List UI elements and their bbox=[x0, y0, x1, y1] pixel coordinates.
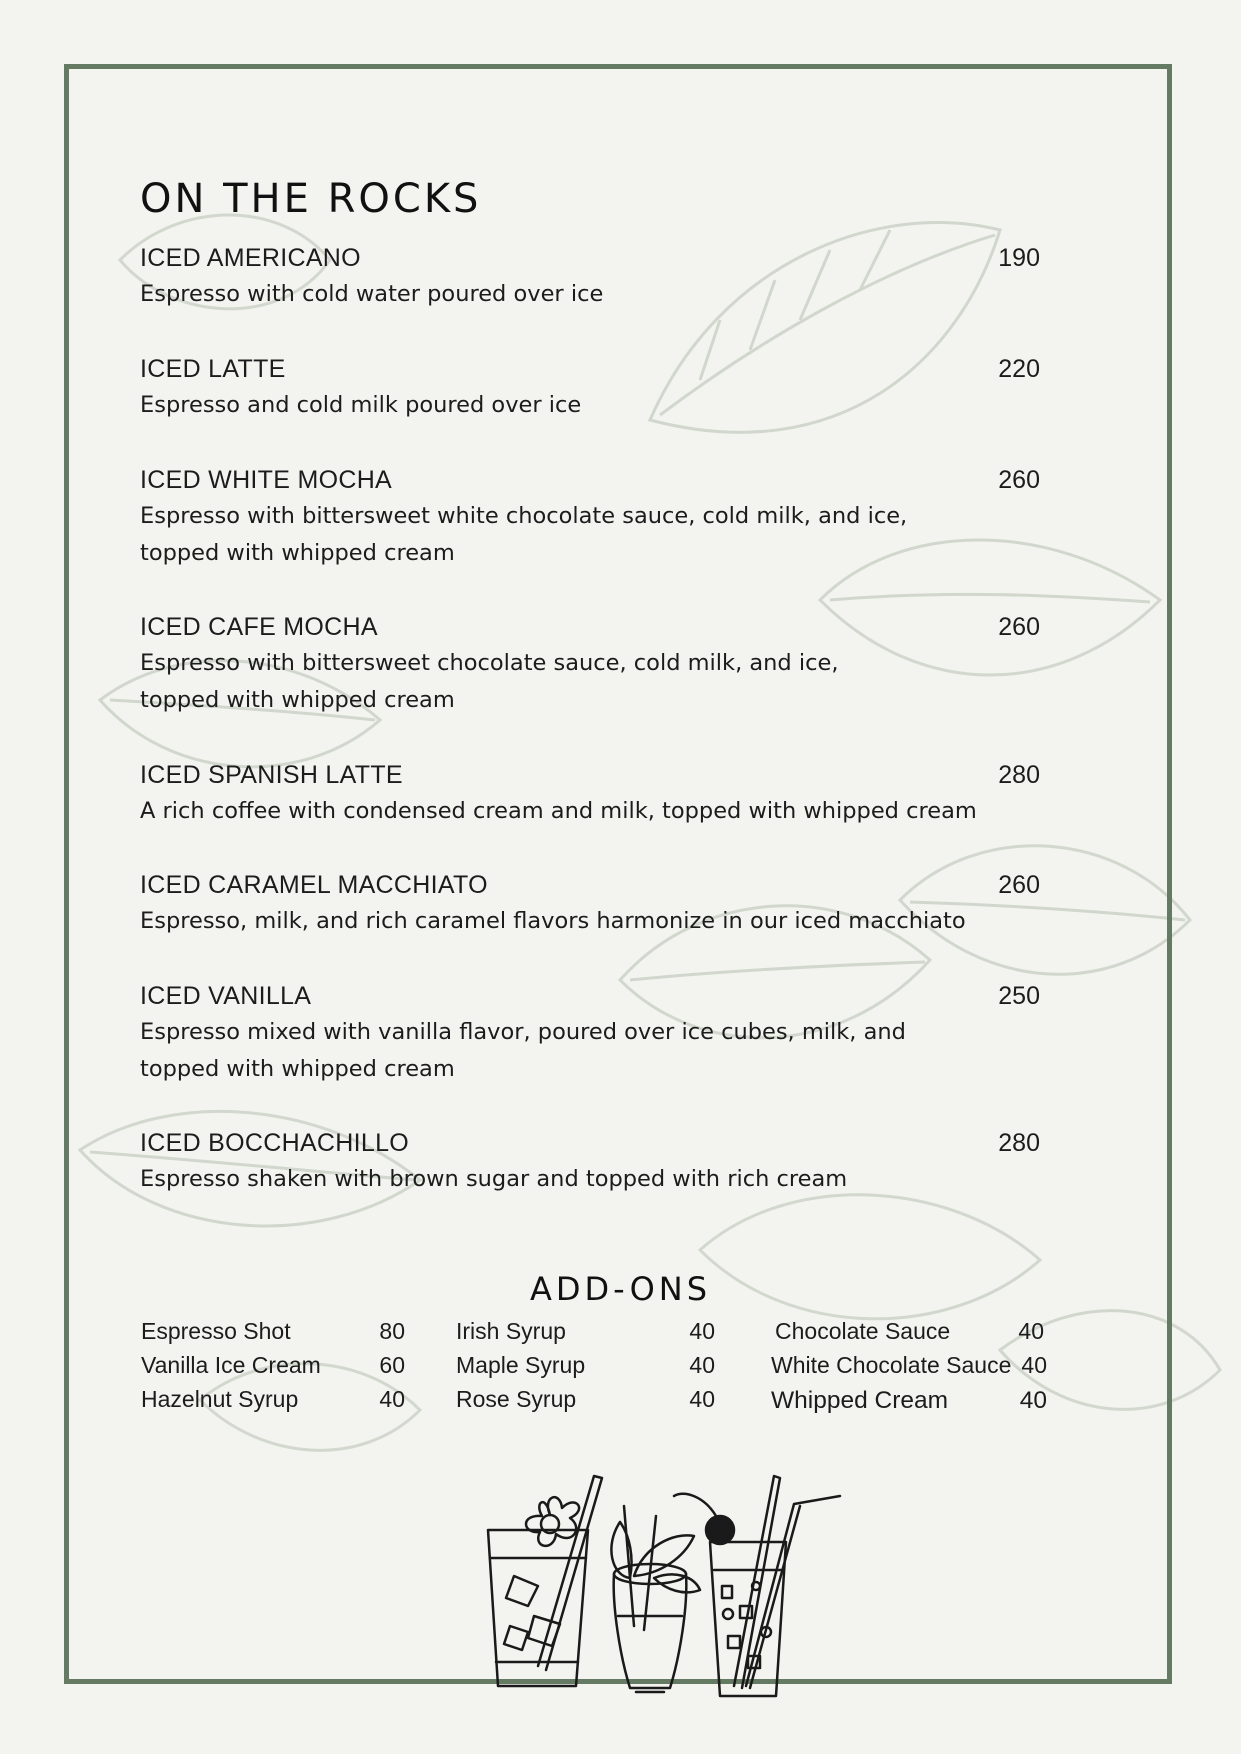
addon-name: Vanilla Ice Cream bbox=[141, 1352, 321, 1378]
item-name: ICED WHITE MOCHA bbox=[140, 466, 393, 494]
item-name: ICED BOCCHACHILLO bbox=[140, 1129, 410, 1157]
addons-title: ADD-ONS bbox=[529, 1270, 712, 1308]
item-description: Espresso mixed with vanilla flavor, poured over ice cubes, milk, and topped with whipped cream bbox=[140, 1019, 906, 1082]
menu-item bbox=[140, 241, 1040, 313]
addon-name: Whipped Cream bbox=[771, 1387, 949, 1414]
item-description: Espresso with cold water poured over ice bbox=[140, 281, 604, 307]
addon-price: 60 bbox=[379, 1352, 405, 1378]
item-name: ICED AMERICANO bbox=[140, 244, 361, 272]
item-price: 260 bbox=[998, 871, 1040, 899]
addon-price: 40 bbox=[689, 1352, 715, 1378]
addon-row bbox=[771, 1352, 1047, 1386]
addon-name: Irish Syrup bbox=[456, 1318, 566, 1344]
item-price: 260 bbox=[998, 613, 1040, 641]
addon-price: 40 bbox=[1019, 1387, 1047, 1414]
menu-item bbox=[140, 1126, 1040, 1198]
item-description: Espresso, milk, and rich caramel flavors harmonize in our iced macchiato bbox=[140, 908, 966, 934]
item-description: Espresso and cold milk poured over ice bbox=[140, 392, 582, 418]
menu-item bbox=[140, 463, 1040, 572]
addon-row bbox=[771, 1386, 1047, 1420]
item-price: 280 bbox=[998, 1129, 1040, 1157]
item-name: ICED LATTE bbox=[140, 355, 286, 383]
addons-column bbox=[141, 1318, 405, 1420]
item-price: 260 bbox=[998, 466, 1040, 494]
addon-row bbox=[141, 1386, 405, 1420]
addon-name: Chocolate Sauce bbox=[775, 1318, 951, 1344]
addon-row bbox=[141, 1352, 405, 1386]
item-price: 250 bbox=[998, 982, 1040, 1010]
addons-column bbox=[456, 1318, 715, 1420]
item-name: ICED CARAMEL MACCHIATO bbox=[140, 871, 488, 899]
item-name: ICED CAFE MOCHA bbox=[140, 613, 378, 641]
addon-price: 40 bbox=[379, 1386, 405, 1412]
item-description: A rich coffee with condensed cream and milk, topped with whipped cream bbox=[140, 798, 977, 824]
menu-item bbox=[140, 979, 1040, 1088]
addon-row bbox=[771, 1318, 1047, 1352]
menu-item bbox=[140, 758, 1040, 830]
addon-price: 40 bbox=[1021, 1352, 1047, 1378]
menu-item bbox=[140, 610, 1040, 719]
addon-price: 40 bbox=[689, 1318, 715, 1344]
addon-row bbox=[456, 1318, 715, 1352]
item-name: ICED VANILLA bbox=[140, 982, 312, 1010]
addons-column bbox=[771, 1318, 1047, 1420]
addon-name: White Chocolate Sauce bbox=[771, 1352, 1012, 1378]
addon-row bbox=[456, 1386, 715, 1420]
addon-name: Hazelnut Syrup bbox=[141, 1386, 299, 1412]
item-description: Espresso with bittersweet white chocolate sauce, cold milk, and ice, topped with whipped cream bbox=[140, 503, 908, 566]
addon-name: Maple Syrup bbox=[456, 1352, 586, 1378]
iced-drinks-illustration bbox=[484, 1466, 862, 1702]
addon-price: 80 bbox=[379, 1318, 405, 1344]
addon-row bbox=[141, 1318, 405, 1352]
addon-name: Rose Syrup bbox=[456, 1386, 577, 1412]
item-price: 190 bbox=[998, 244, 1040, 272]
addon-name: Espresso Shot bbox=[141, 1318, 291, 1344]
addon-row bbox=[456, 1352, 715, 1386]
addon-price: 40 bbox=[1018, 1318, 1044, 1344]
item-price: 280 bbox=[998, 761, 1040, 789]
item-name: ICED SPANISH LATTE bbox=[140, 761, 403, 789]
menu-item bbox=[140, 868, 1040, 940]
section-title: ON THE ROCKS bbox=[140, 176, 482, 222]
menu-item bbox=[140, 352, 1040, 424]
item-price: 220 bbox=[998, 355, 1040, 383]
item-description: Espresso with bittersweet chocolate sauce, cold milk, and ice, topped with whipped cream bbox=[140, 650, 839, 713]
item-description: Espresso shaken with brown sugar and topped with rich cream bbox=[140, 1166, 848, 1192]
addon-price: 40 bbox=[689, 1386, 715, 1412]
